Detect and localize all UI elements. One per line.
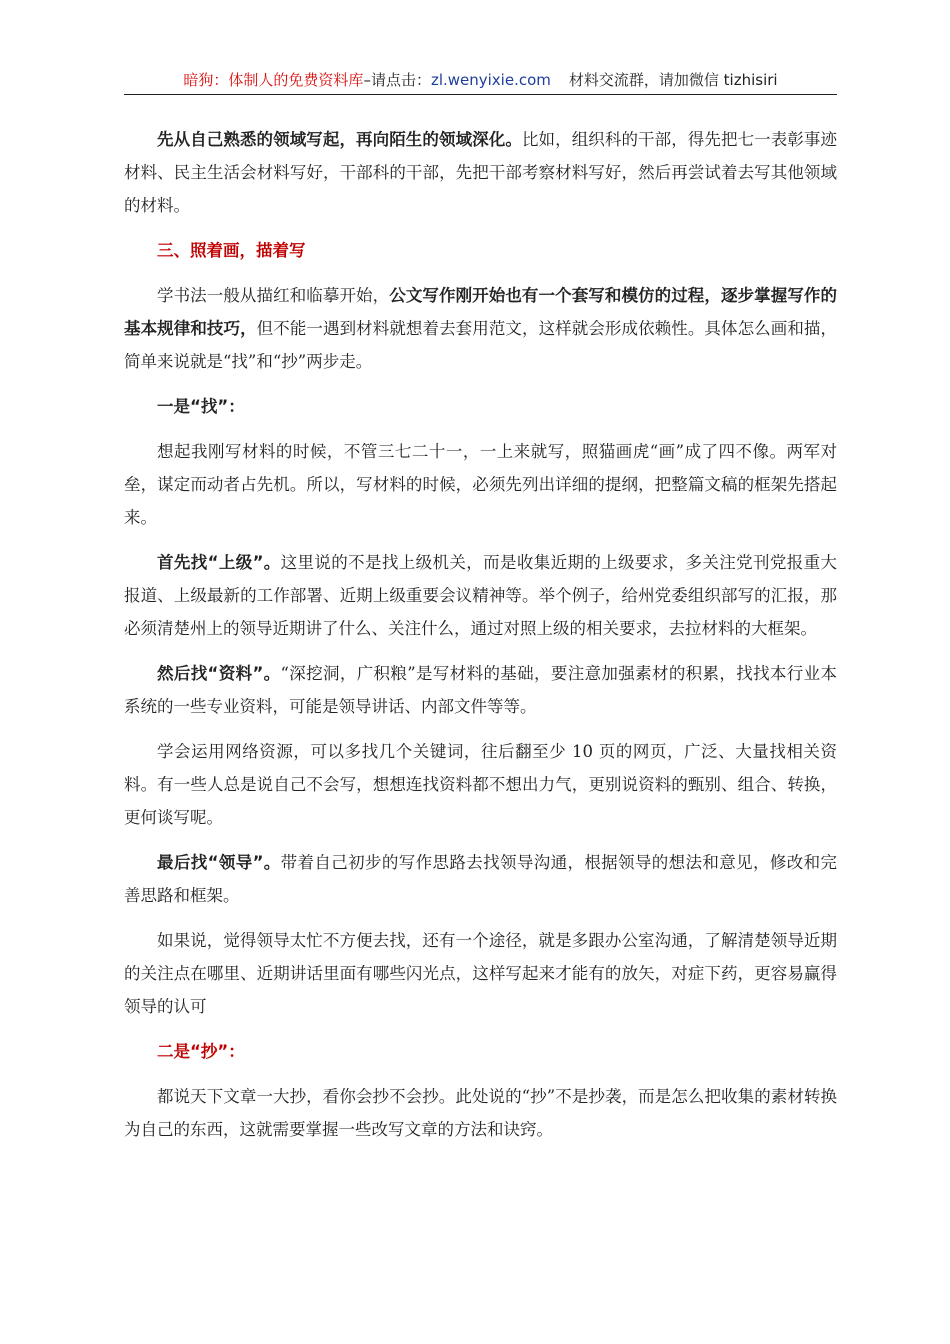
paragraph-bold-lead: 先从自己熟悉的领域写起，再向陌生的领域深化。 (157, 130, 522, 149)
article-body (124, 123, 837, 1158)
paragraph-bold-lead: 然后找“资料”。 (157, 664, 281, 683)
paragraph (124, 657, 837, 723)
section-heading: 三、照着画，描着写 (157, 241, 306, 260)
subheading (124, 390, 837, 423)
paragraph-text: 带着自己初步的写作思路去找领导沟通，根据领导的想法和意见，修改和完善思路和框架。 (124, 853, 837, 905)
page-header (124, 68, 837, 95)
paragraph: 如果说，觉得领导太忙不方便去找，还有一个途径，就是多跟办公室沟通，了解清楚领导近期的关注点在哪里、近期讲话里面有哪些闪光点，这样写起来才能有的放矢，对症下药，更容易赢得领导的认可 (124, 931, 837, 1016)
paragraph-bold: 公文写作刚开始也有一个套写和模仿的过程，逐步掌握写作的基本规律和技巧， (124, 286, 838, 338)
paragraph-bold-lead: 最后找“领导”。 (157, 853, 281, 872)
paragraph (124, 546, 837, 645)
paragraph: 都说天下文章一大抄，看你会抄不会抄。此处说的“抄”不是抄袭，而是怎么把收集的素材转换为自己的东西，这就需要掌握一些改写文章的方法和诀窍。 (124, 1087, 837, 1139)
paragraph (124, 123, 837, 222)
header-click-prefix: –请点击： (363, 71, 431, 89)
paragraph (124, 846, 837, 912)
header-site-name: 暗狗：体制人的免费资料库 (183, 71, 364, 89)
header-wechat-note: 材料交流群，请加微信 tizhisiri (568, 71, 778, 89)
paragraph: 学会运用网络资源，可以多找几个关键词，往后翻至少 10 页的网页，广泛、大量找相关资料。有一些人总是说自己不会写，想想连找资料都不想出力气，更别说资料的甄别、组合、转换，更何谈写呢。 (124, 742, 837, 827)
subheading-red: 二是“抄”： (157, 1042, 245, 1061)
paragraph-text: 学书法一般从描红和临摹开始， (157, 286, 390, 305)
paragraph-text: 但不能一遇到材料就想着去套用范文，这样就会形成依赖性。具体怎么画和描，简单来说就是“找”和“抄”两步走。 (124, 319, 838, 371)
subheading-text: 一是“找”： (157, 397, 245, 416)
paragraph-text: 比如，组织科的干部，得先把七一表彰事迹材料、民主生活会材料写好，干部科的干部，先把干部考察材料写好，然后再尝试着去写其他领域的材料。 (124, 130, 838, 215)
header-url-link[interactable]: zl.wenyixie.com (430, 71, 551, 89)
paragraph-text: 这里说的不是找上级机关，而是收集近期的上级要求，多关注党刊党报重大报道、上级最新的工作部署、近期上级重要会议精神等。举个例子，给州党委组织部写的汇报，那必须清楚州上的领导近期讲了什么、关注什么，通过对照上级的相关要求，去拉材料的大框架。 (124, 553, 837, 638)
paragraph-text: “深挖洞，广积粮”是写材料的基础，要注意加强素材的积累，找找本行业本系统的一些专业资料，可能是领导讲话、内部文件等等。 (124, 664, 837, 716)
paragraph (124, 279, 837, 378)
paragraph: 想起我刚写材料的时候，不管三七二十一，一上来就写，照猫画虎“画”成了四不像。两军对垒，谋定而动者占先机。所以，写材料的时候，必须先列出详细的提纲，把整篇文稿的框架先搭起来。 (124, 442, 837, 527)
paragraph-bold-lead: 首先找“上级”。 (157, 553, 281, 572)
